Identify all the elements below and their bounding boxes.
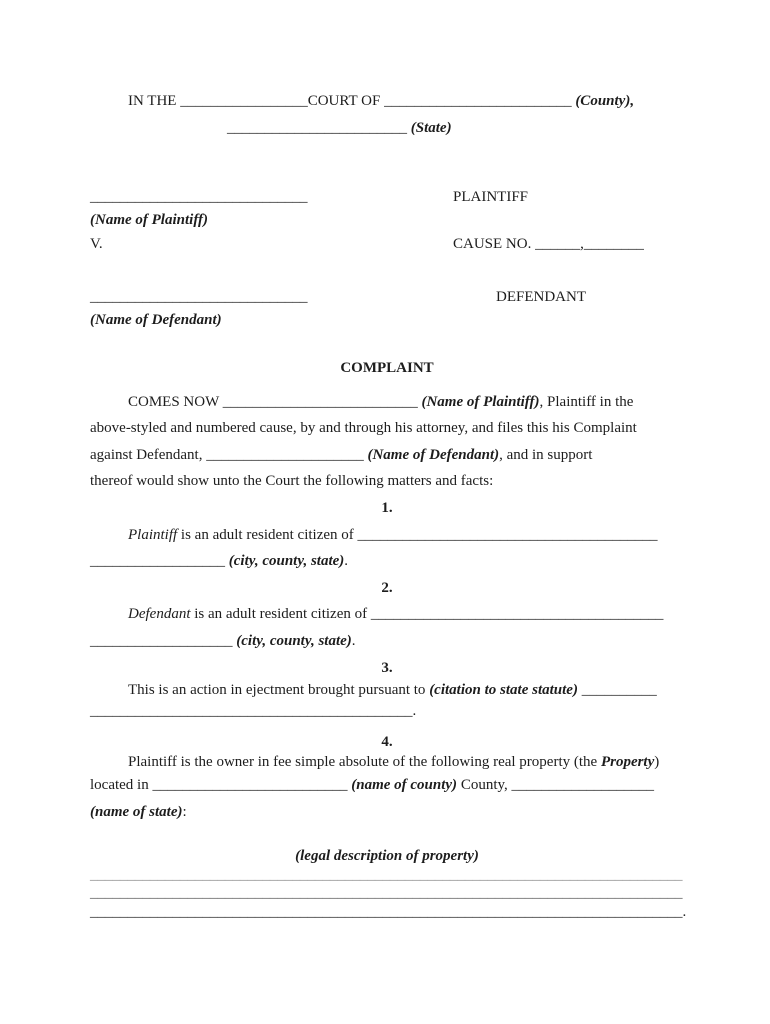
opening-line-2: above-styled and numbered cause, by and through his attorney, and files this his Complaint	[90, 420, 637, 437]
court-header-line-1	[128, 88, 684, 115]
defendant-word-italic: Defendant	[128, 606, 191, 623]
statute-citation-blank-2[interactable]: ___________________________________________	[90, 702, 413, 719]
cause-number-label: CAUSE NO.	[453, 235, 536, 252]
opening-line-1	[90, 389, 684, 416]
opening-defendant-placeholder: (Name of Defendant)	[363, 446, 500, 463]
paragraph-2-line-2	[90, 628, 684, 655]
defendant-row	[90, 284, 684, 330]
defendant-name-line	[90, 284, 453, 311]
defendant-name-blank[interactable]: _____________________________	[90, 289, 308, 306]
plaintiff-name-blank[interactable]: _____________________________	[90, 189, 308, 206]
city-county-state-placeholder-2: (city, county, state)	[232, 632, 352, 649]
opening-line-3-tail: , and in support	[499, 446, 593, 463]
opening-line-1-tail: , Plaintiff in the	[539, 393, 634, 410]
county-name-blank[interactable]: _________________________	[384, 93, 572, 109]
property-word-bold-italic: Property	[600, 754, 655, 771]
paragraph-1-text: is an adult resident citizen of	[177, 526, 358, 543]
paragraph-3-line-1	[90, 680, 684, 701]
legal-description-blank-3[interactable]: _______________________________________________________________________________.	[90, 903, 687, 920]
statute-citation-placeholder: (citation to state statute)	[429, 682, 578, 699]
plaintiff-word-italic: Plaintiff	[128, 526, 178, 543]
county-blank[interactable]: __________________________	[152, 777, 348, 794]
located-in-text: located in	[90, 777, 153, 794]
versus-row	[90, 231, 684, 258]
opening-defendant-blank[interactable]: _____________________	[206, 446, 364, 463]
plaintiff-label: PLAINTIFF	[453, 189, 529, 206]
paragraph-2-line-1	[90, 601, 684, 628]
legal-description-blank-1[interactable]: _______________________________________________________________________________	[90, 866, 683, 883]
opening-paragraph	[90, 389, 684, 826]
party-caption	[90, 184, 684, 330]
court-of-text: COURT OF	[307, 93, 385, 109]
city-county-state-placeholder-1: (city, county, state)	[225, 553, 345, 570]
paragraph-2-period: .	[351, 632, 356, 649]
comes-now-text: COMES NOW	[128, 393, 223, 410]
section-number-4: 4.	[381, 734, 393, 751]
opening-line-3	[90, 442, 684, 469]
paragraph-4-text: Plaintiff is the owner in fee simple absolute of the following real property (the	[128, 754, 601, 771]
document-title: COMPLAINT	[340, 359, 434, 376]
defendant-label: DEFENDANT	[496, 289, 586, 306]
cause-number-blank-1[interactable]: ______	[535, 235, 581, 252]
name-of-county-placeholder: (name of county)	[347, 777, 458, 794]
paragraph-1-line-1	[90, 522, 684, 549]
state-placeholder: (State)	[407, 119, 452, 136]
plaintiff-residence-blank-1[interactable]: ________________________________________	[357, 526, 658, 543]
legal-description-period: .	[682, 903, 687, 920]
paragraph-2-text: is an adult resident citizen of	[190, 606, 371, 623]
opening-plaintiff-blank[interactable]: __________________________	[222, 393, 418, 410]
plaintiff-row	[90, 184, 684, 230]
state-name-blank[interactable]: ________________________	[227, 119, 407, 136]
court-name-blank[interactable]: _________________	[180, 93, 308, 109]
paragraph-3-text: This is an action in ejectment brought pursuant to	[128, 682, 430, 699]
plaintiff-name-line	[90, 184, 453, 211]
plaintiff-name-block	[90, 184, 453, 230]
legal-description-heading: (legal description of property)	[295, 848, 479, 865]
name-of-state-placeholder: (name of state)	[90, 803, 183, 820]
paragraph-1-line-2	[90, 548, 684, 575]
state-blank[interactable]: ___________________	[511, 777, 655, 794]
paragraph-4-colon: :	[182, 803, 187, 820]
cause-number-blank-2[interactable]: ________	[583, 235, 644, 252]
paragraph-4-line-1-tail: )	[654, 754, 660, 771]
paragraph-3-period: .	[412, 702, 417, 719]
cause-number-line	[453, 231, 684, 258]
defendant-residence-blank-2[interactable]: ___________________	[90, 632, 233, 649]
defendant-name-block	[90, 284, 453, 330]
court-header-line-2	[227, 115, 684, 142]
paragraph-3-line-2	[90, 701, 684, 722]
opening-line-4: thereof would show unto the Court the following matters and facts:	[90, 473, 494, 490]
statute-citation-blank-1[interactable]: __________	[577, 682, 657, 699]
court-header	[90, 88, 684, 141]
plaintiff-residence-blank-2[interactable]: __________________	[90, 553, 225, 570]
paragraph-4-line-3	[90, 799, 684, 826]
versus-text: V.	[90, 235, 103, 252]
county-text: County,	[457, 777, 512, 794]
cause-number-comma: ,	[580, 235, 584, 252]
defendant-residence-blank-1[interactable]: _______________________________________	[370, 606, 664, 623]
opening-plaintiff-placeholder: (Name of Plaintiff)	[417, 393, 540, 410]
in-the-text: IN THE	[128, 93, 181, 109]
legal-description-blank-2[interactable]: _______________________________________________________________________________	[90, 885, 683, 902]
paragraph-1-period: .	[344, 553, 349, 570]
against-defendant-text: against Defendant,	[90, 446, 207, 463]
county-placeholder: (County),	[571, 93, 635, 109]
plaintiff-name-caption: (Name of Plaintiff)	[90, 211, 209, 228]
section-number-2: 2.	[381, 579, 393, 596]
section-number-1: 1.	[381, 499, 393, 516]
paragraph-4-line-1	[90, 752, 684, 772]
paragraph-4-line-2	[90, 772, 684, 799]
defendant-name-caption: (Name of Defendant)	[90, 311, 222, 328]
section-number-3: 3.	[381, 659, 393, 676]
